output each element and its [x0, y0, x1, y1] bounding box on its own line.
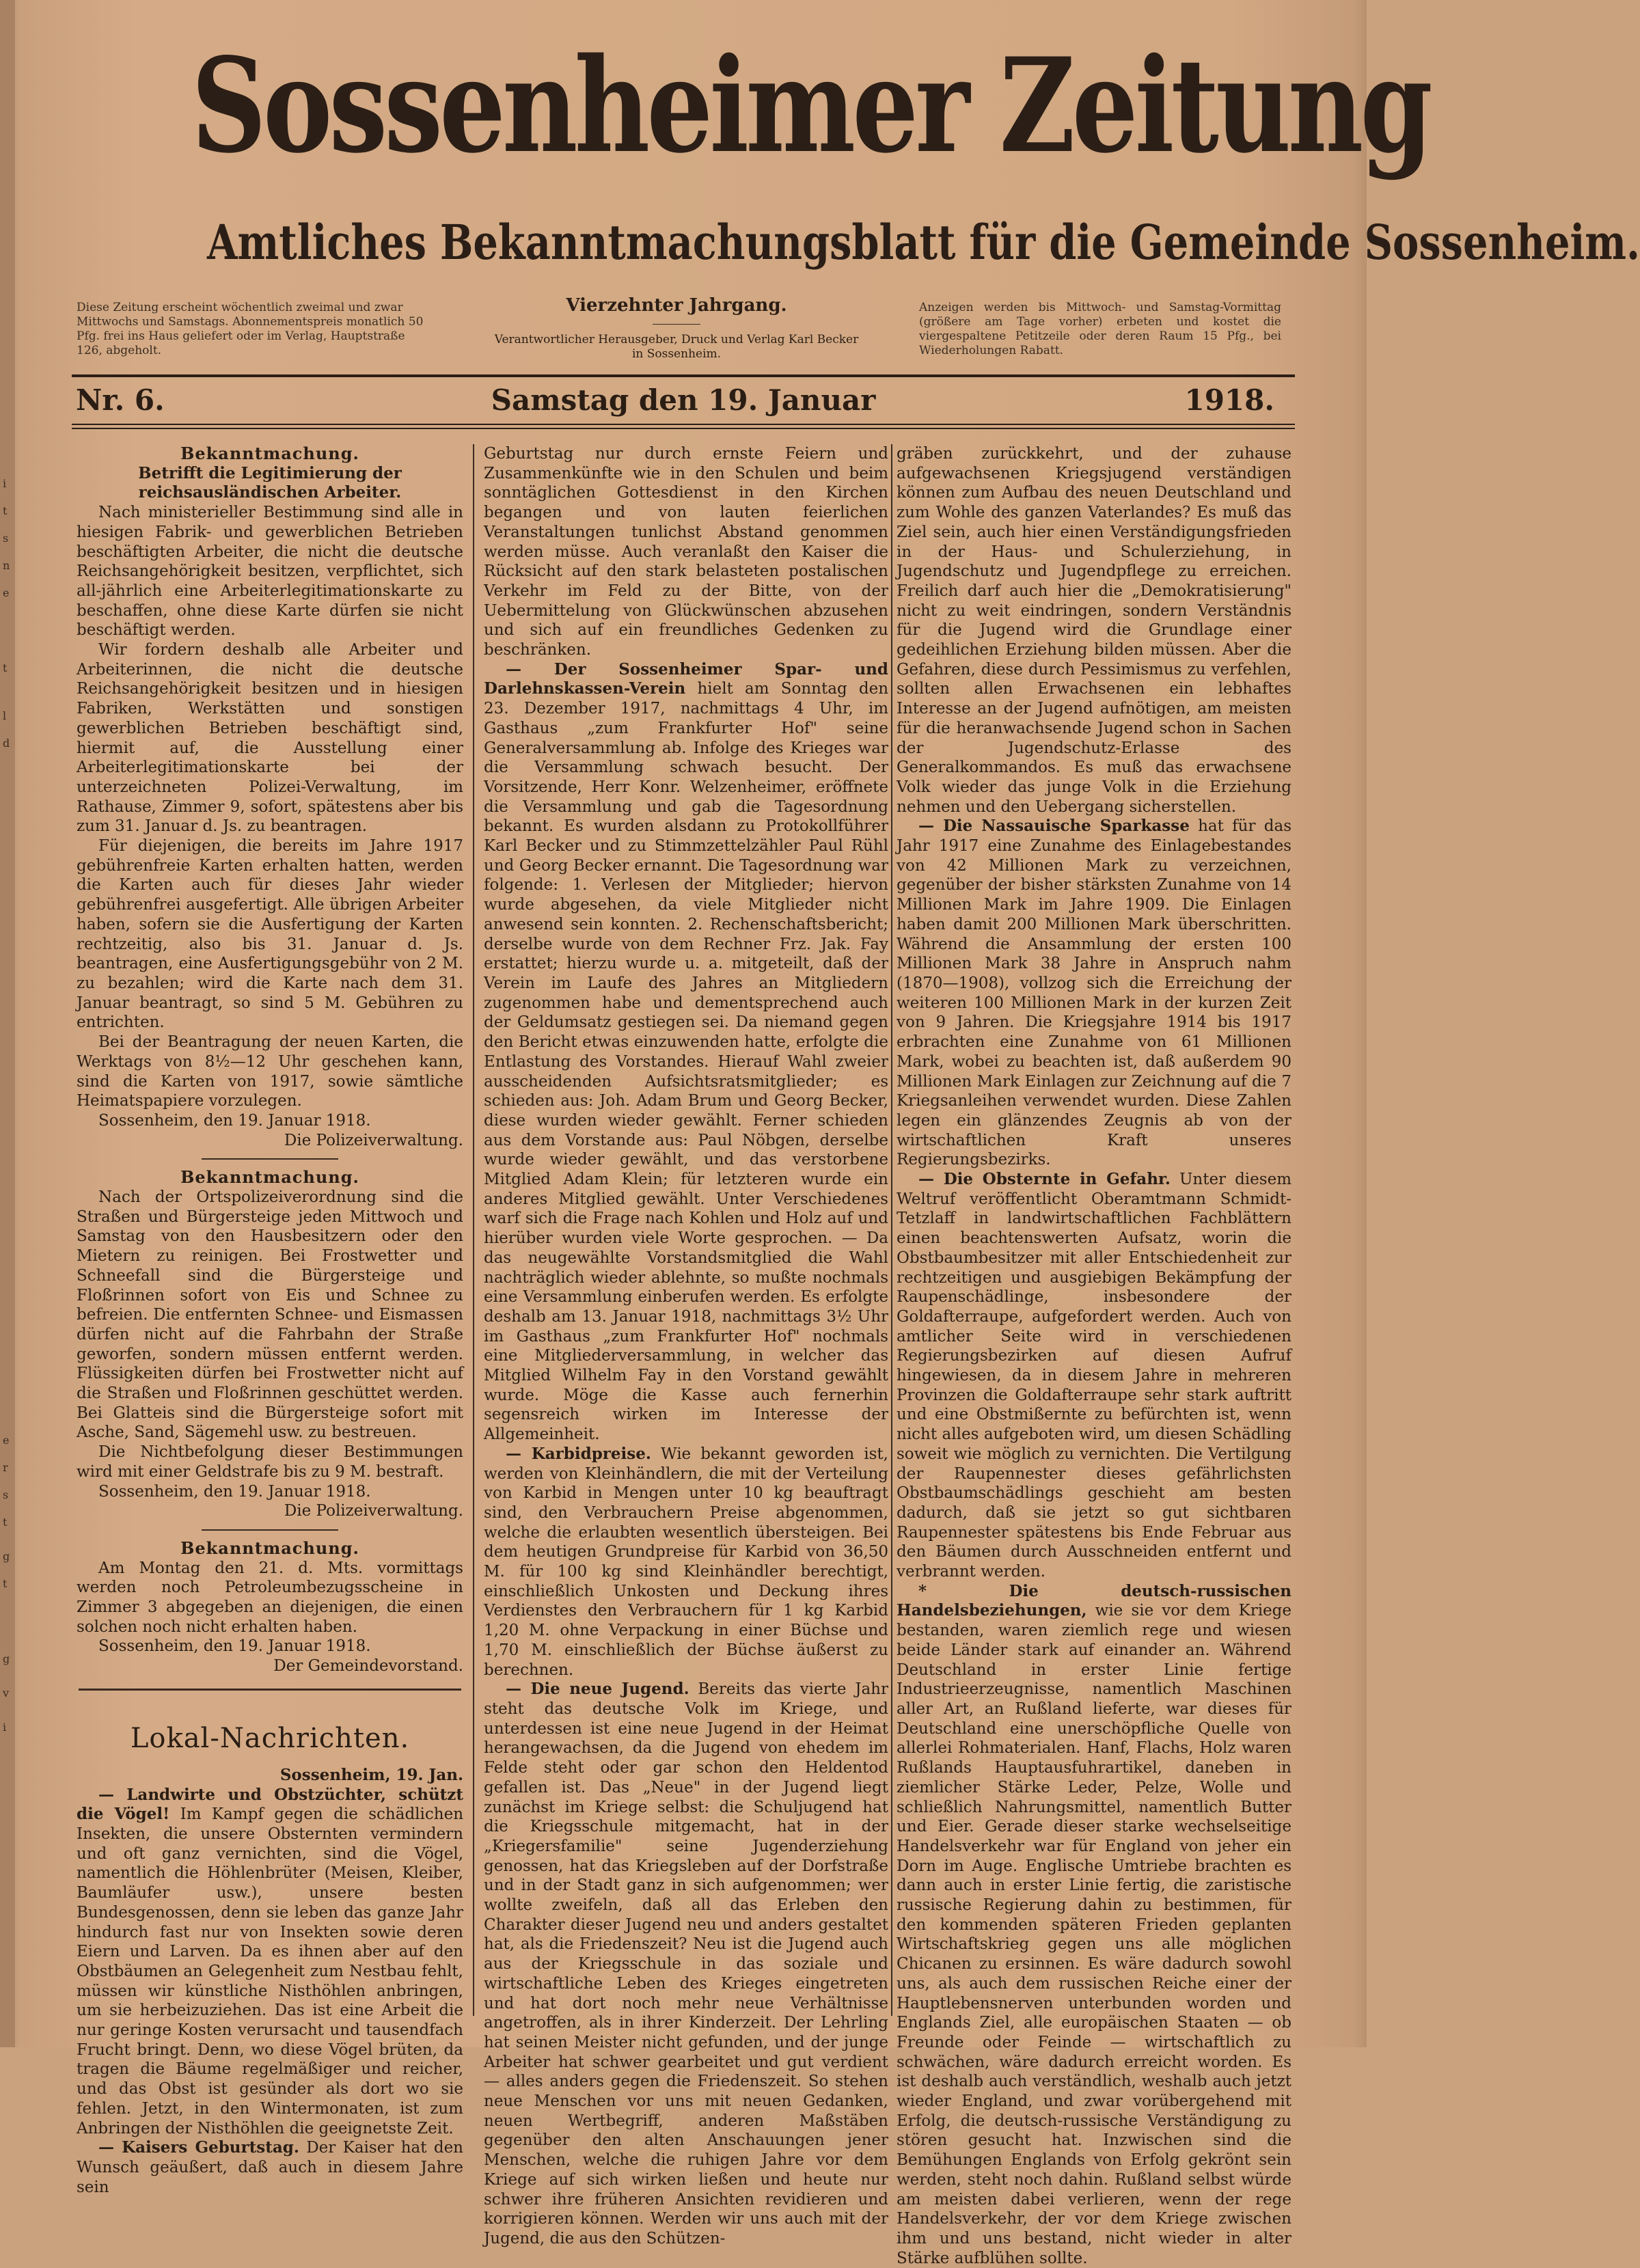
- article: [484, 1680, 888, 2248]
- edge-char: s: [3, 532, 9, 545]
- edge-glyphs: [3, 0, 15, 2047]
- article-continuation: Geburtstag nur durch ernste Feiern und Zusammenkünfte wie in den Schulen und beim sonntäglichen Gottesdienst in den Kirchen begangen und von lauten feierlichen Veranstaltungen tunlichst Abstand genommen werden müsse. Auch veranlaßt den Kaiser die Rücksicht auf den stark belasteten postalischen Verkehr im Feld zu der Bitte, von der Uebermittelung von Glückwünschen abzusehen und sich auf ein freundliches Gedenken zu beschränken.: [484, 445, 888, 659]
- article-body: Der Kaiser hat den Wunsch geäußert, daß auch in diesem Jahre sein: [77, 2139, 463, 2196]
- edge-char: g: [3, 1550, 10, 1563]
- article: [77, 2138, 463, 2197]
- dateline-bottom-rule: [72, 424, 1295, 425]
- issue-year: 1918.: [1184, 383, 1274, 417]
- article: [77, 1786, 463, 2139]
- edge-char: l: [3, 709, 7, 722]
- article-heading: — Landwirte und Obstzüchter, schützt die Vögel!: [77, 1785, 463, 1824]
- article-heading: — Der Sossenheimer Spar- und Darlehnskassen-Verein: [484, 659, 888, 698]
- dateline: [72, 380, 1295, 421]
- article-body: Bereits das vierte Jahr steht das deutsche Volk im Kriege, und unterdessen ist eine neue Jugend in der Heimat herangewachsen, da die Jugend von ehedem im Felde steht oder gar schon den Heldentod gefallen ist. Das „Neue" in der Jugend liegt zunächst im Kriege selbst: die Schuljugend hat die Kriegsschule mitgemacht, hat in der „Kriegersfamilie" seine Jugenderziehung genossen, hat das Kriegsleben auf der Dorfstraße und in der Stadt ganz in sich aufgenommen; wer wollte zweifeln, daß all das Erleben den Charakter dieser Jugend neu und anders gestaltet hat, als die Friedenszeit? Neu ist die Jugend auch aus der Kriegsschule in das soziale und wirtschaftliche Leben des Krieges eingetreten und hat dort noch mehr neue Verhältnisse angetroffen, als in ihrer Kinderzeit. Der Lehrling hat seinen Meister nicht gefunden, und der junge Arbeiter hat schwer gearbeitet und gut verdient — alles anders gegen die Friedenszeit. So stehen neue Menschen vor uns mit neuen Gedanken, neuen Wertbegriff, anderen Maßstäben gegenüber den alten Anschauungen jener Menschen, welche die ruhigen Jahre vor dem Kriege auf sich wirken ließen und heute nur schwer ihre früheren Ansichten revidieren und korrigieren können. Werden wir uns auch mit der Jugend, die aus den Schützen-: [484, 1680, 888, 2247]
- article: [897, 817, 1292, 1170]
- notice-paragraph: Für diejenigen, die bereits im Jahre 1917 gebührenfreie Karten erhalten hatten, werden die Karten auch für dieses Jahr wieder gebührenfrei ausgefertigt. Alle übrigen Arbeiter haben, sofern sie die Ausfertigung der Karten rechtzeitig, also bis 31. Januar d. Js. beantragen, eine Ausfertigungsgebühr von 2 M. zu bezahlen; wird die Karte nach dem 31. Januar beantragt, so sind 5 M. Gebühren zu entrichten.: [77, 837, 463, 1032]
- edge-char: t: [3, 504, 8, 517]
- edge-char: e: [3, 1434, 10, 1447]
- edge-char: d: [3, 737, 10, 750]
- article: [484, 1445, 888, 1680]
- edge-char: g: [3, 1652, 10, 1665]
- section-heading-lokal: Lokal-Nachrichten.: [130, 1722, 410, 1754]
- separator: [202, 1158, 338, 1160]
- issue-date: Samstag den 19. Januar: [491, 383, 876, 417]
- edge-char: i: [3, 1721, 7, 1734]
- edge-char: e: [3, 586, 10, 599]
- dateline-top-rule: [72, 374, 1295, 377]
- notice-date: Sossenheim, den 19. Januar 1918.: [98, 1111, 371, 1130]
- article-body: Wie bekannt geworden ist, werden von Kleinhändlern, die mit der Verteilung von Karbid in Mengen unter 10 kg beauftragt sind, den Verbrauchern Preise abgenommen, welche die erlaubten wesentlich übersteigen. Bei dem heutigen Grundpreise für Karbid von 36,50 M. für 100 kg sind Kleinhändler berechtigt, einschließlich Unkosten und Deckung ihres Verdienstes den Verbrauchern für 1 kg Karbid 1,20 M. ohne Verpackung in einer Büchse und 1,70 M. einschließlich der Büchse äußerst zu berechnen.: [484, 1445, 888, 1679]
- separator: [202, 1529, 338, 1531]
- notice-signature: Die Polizeiverwaltung.: [284, 1502, 463, 1520]
- column-2: [484, 444, 888, 2249]
- edge-char: v: [3, 1686, 10, 1699]
- advertising-info: Anzeigen werden bis Mittwoch- und Samstag-Vormittag (größere am Tage vorher) erbeten und kostet die viergespaltene Petitzeile oder deren Raum 15 Pfg., bei Wiederholungen Rabatt.: [919, 301, 1281, 357]
- edge-char: r: [3, 1461, 8, 1474]
- article: [484, 660, 888, 1445]
- article-body: Unter diesem Weltruf veröffentlicht Oberamtmann Schmidt-Tetzlaff in landwirtschaftlichen Fachblättern einen beachtenswerten Aufsatz, worin die Obstbaumbesitzer mit aller Entschiedenheit zur rechtzeitigen und ausgiebigen Bekämpfung der Raupenschädlinge, insbesondere der Goldafterraupe, aufgefordert werden. Auch von amtlicher Seite wird in verschiedenen Regierungsbezirken auf diesen Aufruf hingewiesen, da in diesem Jahre in mehreren Provinzen die Goldafterraupe sehr stark auftritt und eine Obstmißernte zu befürchten ist, wenn nicht alles aufgeboten wird, um diesen Schädling soweit wie möglich zu vernichten. Die Vertilgung der Raupennester dieses gefährlichsten Obstbaumschädlings geschieht am besten dadurch, daß sie jetzt so gut sichtbaren Raupennester spätestens bis Ende Februar aus den Bäumen durch Ausschneiden entfernt und verbrannt werden.: [897, 1171, 1292, 1581]
- article-heading: — Die neue Jugend.: [506, 1680, 689, 1699]
- notice-paragraph: Bei der Beantragung der neuen Karten, die Werktags von 8½—12 Uhr geschehen kann, sind die Karten von 1917, sowie sämtliche Heimatspapiere vorzulegen.: [77, 1033, 463, 1110]
- article-heading: * Die deutsch-russischen Handelsbeziehungen,: [897, 1581, 1292, 1620]
- column-divider: [473, 444, 474, 2016]
- article-body: hat für das Jahr 1917 eine Zunahme des Einlagebestandes von 42 Millionen Mark zu verzeichnen, gegenüber der bisher stärksten Zunahme von 14 Millionen Mark im Jahre 1909. Die Einlagen haben damit 200 Millionen Mark überschritten. Während die Ansammlung der ersten 100 Millionen Mark 38 Jahre in Anspruch nahm (1870—1908), vollzog sich die Erreichung der weiteren 100 Millionen Mark in der kurzen Zeit von 9 Jahren. Die Kriegsjahre 1914 bis 1917 erbrachten eine Zunahme von 61 Millionen Mark, wobei zu beachten ist, daß außerdem 90 Millionen Mark Einlagen zur Zeichnung auf die 7 Kriegsanleihen verwendet wurden. Diese Zahlen legen ein glänzendes Zeugnis ab von der wirtschaftlichen Kraft unseres Regierungsbezirks.: [897, 817, 1292, 1169]
- notice-heading: Bekanntmachung.: [180, 1167, 359, 1188]
- dateline-bottom-rule-2: [72, 428, 1295, 429]
- article: [897, 1170, 1292, 1582]
- notice-signature: Die Polizeiverwaltung.: [284, 1131, 463, 1149]
- article-body: hielt am Sonntag den 23. Dezember 1917, nachmittags 4 Uhr, im Gasthaus „zum Frankfurter Hof" seine Generalversammlung ab. Infolge des Krieges war die Versammlung schwach besucht. Der Vorsitzende, Herr Konr. Welzenheimer, eröffnete die Versammlung und gab die Tagesordnung bekannt. Es wurden alsdann zu Protokollführer Karl Becker und zu Stimmzettelzähler Paul Rühl und Georg Becker ernannt. Die Tagesordnung war folgende: 1. Verlesen der Mitglieder; hiervon wurde abgesehen, da viele Mitglieder nicht anwesend sein konnten. 2. Rechenschaftsbericht; derselbe wurde von dem Rechner Frz. Jak. Fay erstattet; hierzu wurde u. a. mitgeteilt, daß der Verein im Laufe des Jahres an Mitgliedern zugenommen habe und dementsprechend auch der Geldumsatz gestiegen sei. Da niemand gegen den Bericht etwas einzuwenden hatte, erfolgte die Entlastung des Vorstandes. Hierauf Wahl zweier ausscheidenden Aufsichtsratsmitglieder; es schieden aus: Joh. Adam Brum und Georg Becker, diese wurden wieder gewählt. Ferner schieden aus dem Vorstande aus: Paul Nöbgen, derselbe wurde wieder gewählt, und das verstorbene Mitglied Adam Klein; für letzteren wurde ein anderes Mitglied gewählt. Unter Verschiedenes warf sich die Frage nach Kohlen und Holz auf und hierüber wurden viele Worte gesprochen. — Da das neugewählte Vorstandsmitglied die Wahl nachträglich wieder ablehnte, so mußte nochmals eine Versammlung einberufen werden. Es erfolgte deshalb am 13. Januar 1918, nachmittags 3½ Uhr im Gasthaus „zum Frankfurter Hof" nochmals eine Mitgliederversammlung, in welcher das Mitglied Wilhelm Fay in den Vorstand gewählt wurde. Möge die Kasse auch fernerhin segensreich wirken im Interesse der Allgemeinheit.: [484, 680, 889, 1444]
- publisher-line: Verantwortlicher Herausgeber, Druck und Verlag Karl Becker in Sossenheim.: [494, 333, 859, 361]
- edge-char: t: [3, 1577, 8, 1590]
- edge-char: t: [3, 1516, 8, 1529]
- masthead-title: Sossenheimer Zeitung: [191, 29, 1430, 182]
- notice-paragraph: Die Nichtbefolgung dieser Bestimmungen wird mit einer Geldstrafe bis zu 9 M. bestraft.: [77, 1443, 463, 1481]
- notice-paragraph: Am Montag den 21. d. Mts. vormittags werden noch Petroleumbezugsscheine in Zimmer 3 abgegeben an diejenigen, die einen solchen noch nicht erhalten haben.: [77, 1559, 463, 1636]
- notice-signature: Der Gemeindevorstand.: [273, 1657, 463, 1676]
- issue-number: Nr. 6.: [76, 383, 165, 417]
- edge-char: n: [3, 559, 10, 572]
- article-heading: — Die Obsternte in Gefahr.: [918, 1170, 1171, 1189]
- notice-date: Sossenheim, den 19. Januar 1918.: [98, 1637, 371, 1656]
- notice-paragraph: Wir fordern deshalb alle Arbeiter und Arbeiterinnen, die nicht die deutsche Reichsangehörigkeit besitzen und in hiesigen Fabriken, Werkstätten und sonstigen gewerblichen Betrieben beschäftigt sind, hiermit auf, die Ausstellung einer Arbeiterlegitimationskarte bei der unterzeichneten Polizei-Verwaltung, im Rathause, Zimmer 9, sofort, spätestens aber bis zum 31. Januar d. Js. zu beantragen.: [77, 641, 463, 836]
- notice-heading: Bekanntmachung.: [180, 443, 359, 463]
- column-1: [77, 444, 463, 2197]
- edge-char: t: [3, 661, 8, 674]
- subscription-info: Diese Zeitung erscheint wöchentlich zweimal und zwar Mittwochs und Samstags. Abonnementspreis monatlich 50 Pfg. frei ins Haus geliefert oder im Verlag, Hauptstraße 126, abgeholt.: [77, 301, 424, 357]
- separator: [79, 1689, 461, 1691]
- article-body: wie sie vor dem Kriege bestanden, waren ziemlich rege und wiesen beide Länder stark auf einander an. Während Deutschland in erster Linie fertige Industrieerzeugnisse, namentlich Maschinen aller Art, an Rußland lieferte, war dieses für Deutschland eine unerschöpfliche Quelle von allerlei Rohmaterialen. Hanf, Flachs, Holz waren Rußlands Hauptausfuhrartikel, daneben in ziemlicher Stärke Leder, Pelze, Wolle und schließlich Nahrungsmittel, namentlich Butter und Eier. Gerade dieser starke wechselseitige Handelsverkehr war für England von jeher ein Dorn im Auge. Englische Umtriebe brachten es dann auch in erster Linie fertig, die zaristische russische Regierung dahin zu bestimmen, für den kommenden späteren Frieden geplanten Wirtschaftskrieg gegen uns alle möglichen Chicanen zu ersinnen. Es wäre dadurch sowohl uns, als auch dem russischen Reiche einer der Hauptlebensnerven unterbunden worden und Englands Ziel, alle europäischen Staaten — ob Freunde oder Feinde — wirtschaftlich zu schwächen, wäre dadurch erreicht worden. Es ist deshalb auch verständlich, weshalb auch jetzt wieder England, und zwar vorübergehend mit Erfolg, die deutsch-russische Verständigung zu stören gesucht hat. Inzwischen sind die Bemühungen Englands von Erfolg gekrönt sein werden, steht noch dahin. Rußland selbst würde am meisten dabei verlieren, wenn der rege Handelsverkehr, der vor dem Kriege zwischen ihm und uns bestand, nicht wieder in alter Stärke aufblühen sollte.: [897, 1602, 1292, 2267]
- masthead-subtitle: Amtliches Bekanntmachungsblatt für die Gemeinde Sossenheim.: [207, 214, 1640, 271]
- article-heading: — Die Nassauische Sparkasse: [918, 817, 1190, 836]
- article-continuation: gräben zurückkehrt, und der zuhause aufgewachsenen Kriegsjugend verständigen können zum Aufbau des neuen Deutschland und zum Wohle des ganzen Vaterlandes? Es muß das Ziel sein, auch hier einen Verständigungsfrieden in der Haus- und Schulerziehung, in Jugendschutz und Jugendpflege zu erreichen. Freilich darf auch hier die „Demokratisierung" nicht zu weit eindringen, sondern Verständnis für die Jugend wird die Grundlage einer gedeihlichen Erziehung bilden müssen. Aber die Gefahren, diese durch Pessimismus zu verfehlen, sollten allen Erwachsenen ein lebhaftes Interesse an der Jugend aufnötigen, am meisten für die heranwachsende Jugend schon in Sachen der Jugendschutz-Erlasse des Generalkommandos. Es muß das erwachsene Volk wieder das junge Volk in die Erziehung nehmen und den Uebergang sicherstellen.: [897, 445, 1292, 816]
- notice-paragraph: Nach ministerieller Bestimmung sind alle in hiesigen Fabrik- und gewerblichen Betrieben beschäftigten Arbeiter, die nicht die deutsche Reichsangehörigkeit besitzen, verpflichtet, sich all-jährlich eine Arbeiterlegitimationskarte zu beschaffen, ohne diese Karte dürfen sie nicht beschäftigt werden.: [77, 504, 463, 640]
- edge-char: i: [3, 477, 7, 490]
- notice-date: Sossenheim, den 19. Januar 1918.: [98, 1482, 371, 1501]
- column-3: [897, 444, 1292, 2268]
- article-heading: — Karbidpreise.: [506, 1444, 651, 1463]
- short-rule: [653, 324, 700, 325]
- local-dateline: Sossenheim, 19. Jan.: [279, 1765, 463, 1784]
- article-heading: — Kaisers Geburtstag.: [98, 2138, 299, 2157]
- notice-subject: Betrifft die Legitimierung der reichsausländischen Arbeiter.: [138, 463, 402, 502]
- edge-char: s: [3, 1488, 9, 1501]
- notice-paragraph: Nach der Ortspolizeiverordnung sind die Straßen und Bürgersteige jeden Mittwoch und Samstag von den Hausbesitzern oder den Mietern zu reinigen. Bei Frostwetter und Schneefall sind die Bürgersteige und Floßrinnen sofort von Eis und Schnee zu befreien. Die entfernten Schnee- und Eismassen dürfen nicht auf die Fahrbahn der Straße geworfen, sondern müssen entfernt werden. Flüssigkeiten dürfen bei Frostwetter nicht auf die Straßen und Floßrinnen geschüttet werden. Bei Glatteis sind die Bürgersteige sofort mit Asche, Sand, Sägemehl usw. zu bestreuen.: [77, 1188, 463, 1442]
- publisher-info: [492, 294, 861, 361]
- article: [897, 1582, 1292, 2268]
- volume-label: Vierzehnter Jahrgang.: [566, 295, 787, 316]
- column-divider: [891, 444, 892, 2016]
- article-body: Im Kampf gegen die schädlichen Insekten, die unsere Obsternten vermindern und oft ganz vernichten, sind die Vögel, namentlich die Höhlenbrüter (Meisen, Kleiber, Baumläufer usw.), unsere besten Bundesgenossen, denn sie leben das ganze Jahr hindurch fast nur von Insekten sowie deren Eiern und Larven. Da es ihnen aber auf den Obstbäumen an Gelegenheit zum Nestbau fehlt, müssen wir künstliche Nisthöhlen anbringen, um sie herbeizuziehen. Das ist eine Arbeit die nur geringe Kosten verursacht und tausendfach Frucht bringt. Denn, wo diese Vögel brüten, da tragen die Bäume regelmäßiger und reicher, und das Obst ist gesünder als dort wo sie fehlen. Jetzt, in den Wintermonaten, ist zum Anbringen der Nisthöhlen die geeignetste Zeit.: [77, 1805, 464, 2137]
- notice-heading: Bekanntmachung.: [180, 1538, 359, 1558]
- left-page-edge: [0, 0, 15, 2047]
